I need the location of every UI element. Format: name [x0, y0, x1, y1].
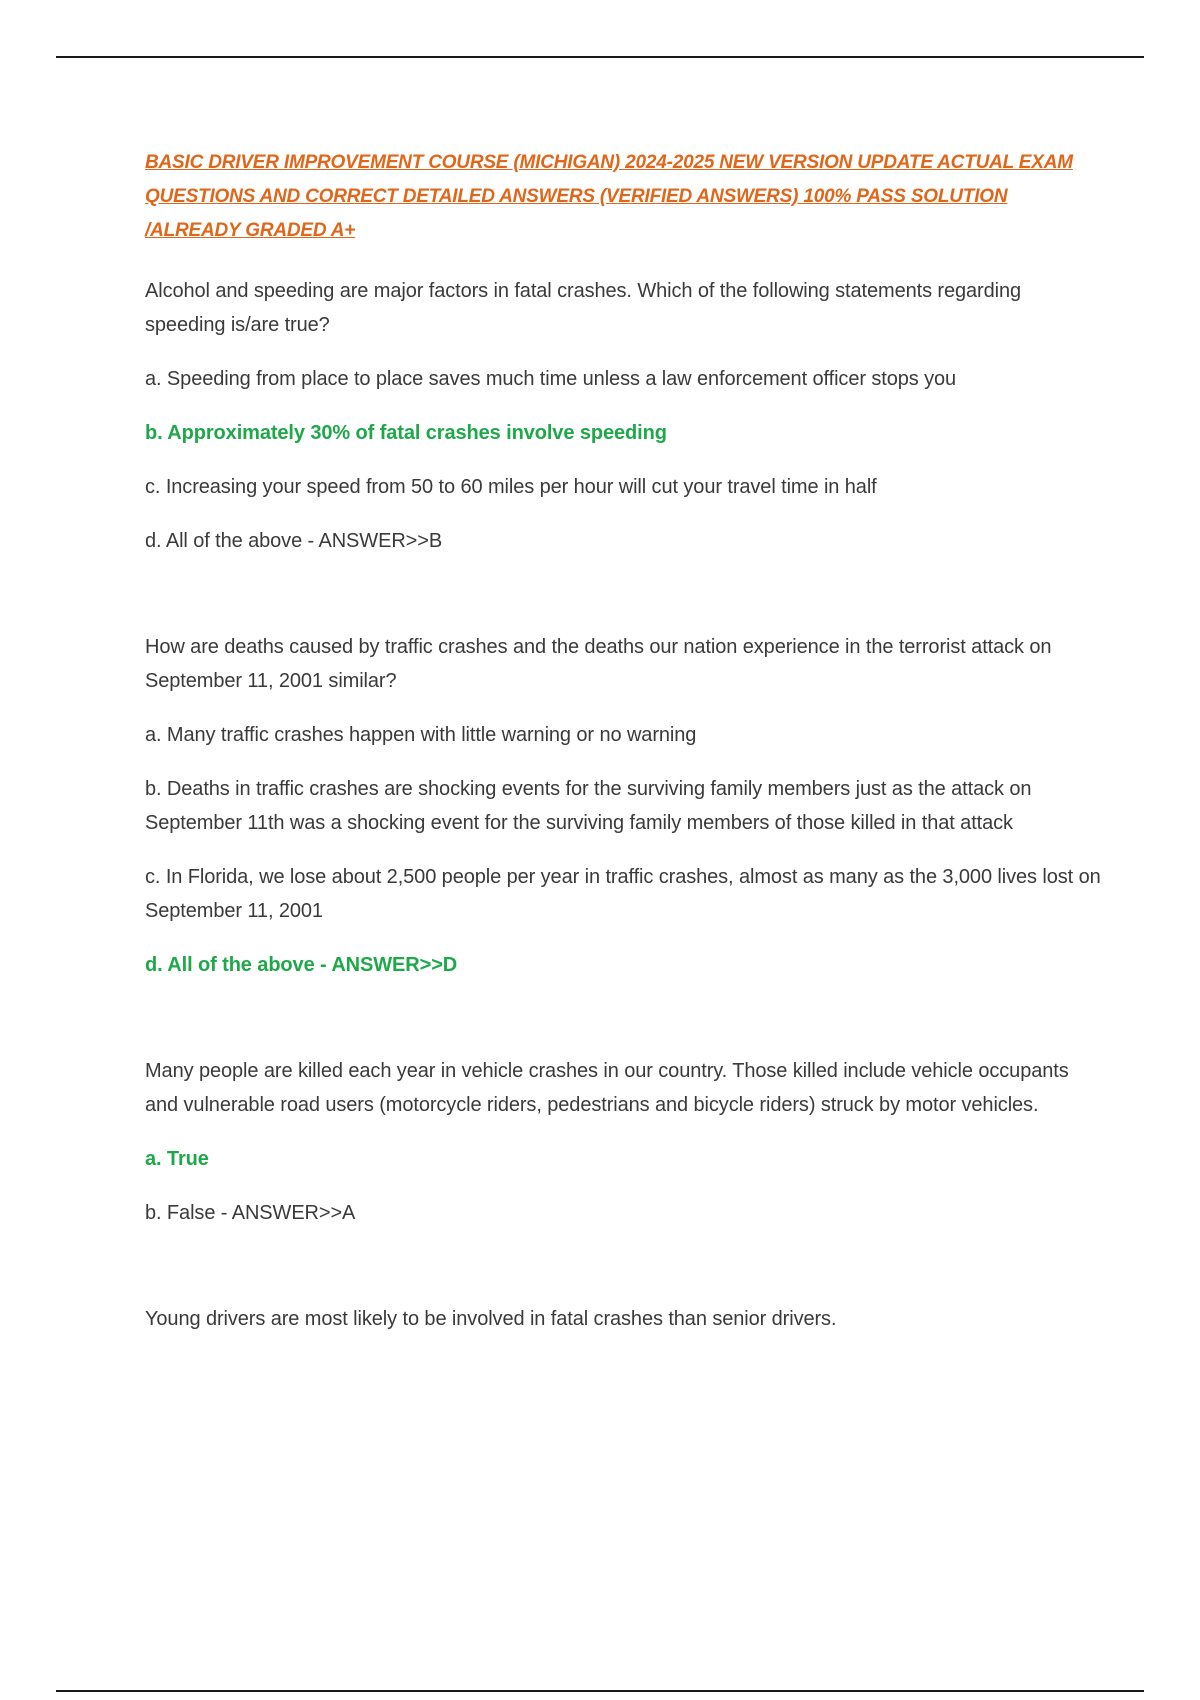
question-block-4 — [145, 1302, 1105, 1336]
answer-option: c. Increasing your speed from 50 to 60 miles per hour will cut your travel time in half — [145, 476, 877, 498]
answer-option: b. Deaths in traffic crashes are shocking events for the surviving family members just as the attack on September 11th was a shocking event for the surviving family members of those killed in that attack — [145, 778, 1032, 834]
question-text: Many people are killed each year in vehicle crashes in our country. Those killed include vehicle occupants and vulnerable road users (motorcycle riders, pedestrians and bicycle riders) struck by motor vehicles. — [145, 1060, 1069, 1116]
document-body — [145, 146, 1105, 1336]
question-text: Young drivers are most likely to be involved in fatal crashes than senior drivers. — [145, 1308, 837, 1330]
footer-rule — [56, 1690, 1144, 1692]
answer-option: a. Many traffic crashes happen with little warning or no warning — [145, 724, 697, 746]
question-block-1 — [145, 274, 1105, 558]
answer-option: d. All of the above - ANSWER>>B — [145, 530, 443, 552]
answer-option-correct: a. True — [145, 1148, 209, 1170]
answer-option: b. False - ANSWER>>A — [145, 1202, 356, 1224]
answer-option: a. Speeding from place to place saves much time unless a law enforcement officer stops you — [145, 368, 957, 390]
header-rule — [56, 56, 1144, 58]
question-text: Alcohol and speeding are major factors in fatal crashes. Which of the following statements regarding speeding is/are true? — [145, 280, 1022, 336]
document-title: BASIC DRIVER IMPROVEMENT COURSE (MICHIGAN) 2024-2025 NEW VERSION UPDATE ACTUAL EXAM QUESTIONS AND CORRECT DETAILED ANSWERS (VERIFIED ANSWERS) 100% PASS SOLUTION /ALREADY GRADED A+ — [145, 152, 1073, 241]
question-block-2 — [145, 630, 1105, 982]
answer-option-correct: b. Approximately 30% of fatal crashes involve speeding — [145, 422, 667, 444]
answer-option: c. In Florida, we lose about 2,500 people per year in traffic crashes, almost as many as the 3,000 lives lost on September 11, 2001 — [145, 866, 1101, 922]
question-block-3 — [145, 1054, 1105, 1230]
question-text: How are deaths caused by traffic crashes and the deaths our nation experience in the terrorist attack on September 11, 2001 similar? — [145, 636, 1052, 692]
answer-option-correct: d. All of the above - ANSWER>>D — [145, 954, 458, 976]
